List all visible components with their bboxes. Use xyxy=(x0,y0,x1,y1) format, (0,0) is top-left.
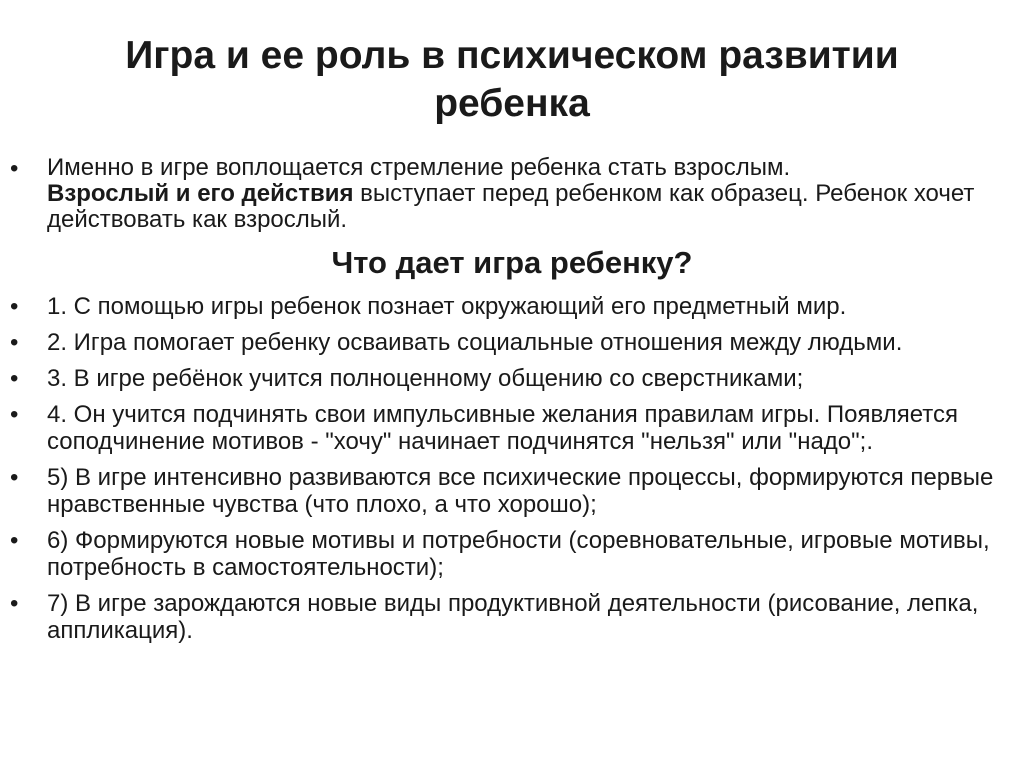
list-item xyxy=(0,464,1024,518)
point-text: 6) Формируются новые мотивы и потребности (соревновательные, игровые мотивы, потребность в самостоятельности); xyxy=(47,527,990,581)
point-text: 7) В игре зарождаются новые виды продуктивной деятельности (рисование, лепка, аппликация). xyxy=(47,590,979,644)
bullet-icon: • xyxy=(10,401,19,428)
intro-text-before: Именно в игре воплощается стремление ребенка стать взрослым. xyxy=(47,154,791,181)
intro-item xyxy=(0,155,1024,233)
slide-title-line-2: ребенка xyxy=(434,82,590,125)
intro-list xyxy=(0,155,1024,233)
intro-text-after: выступает перед ребенком как образец. Ребенок хочет действовать как взрослый. xyxy=(47,180,975,233)
bullet-icon: • xyxy=(10,155,19,182)
point-text: 3. В игре ребёнок учится полноценному общению со сверстниками; xyxy=(47,365,804,392)
points-list xyxy=(0,293,1024,653)
bullet-icon: • xyxy=(10,590,19,617)
list-item xyxy=(0,329,1024,356)
point-text: 2. Игра помогает ребенку осваивать социальные отношения между людьми. xyxy=(47,329,903,356)
intro-bold-phrase: Взрослый и его действия xyxy=(47,180,354,207)
subheading: Что дает игра ребенку? xyxy=(331,245,693,280)
list-item xyxy=(0,293,1024,320)
slide-title-line-1: Игра и ее роль в психическом развитии xyxy=(125,34,899,77)
bullet-icon: • xyxy=(10,329,19,356)
point-text: 5) В игре интенсивно развиваются все психические процессы, формируются первые нравственные чувства (что плохо, а что хорошо); xyxy=(47,464,994,518)
bullet-icon: • xyxy=(10,293,19,320)
point-text: 1. С помощью игры ребенок познает окружающий его предметный мир. xyxy=(47,293,847,320)
list-item xyxy=(0,590,1024,644)
list-item xyxy=(0,401,1024,455)
slide-title xyxy=(0,32,1024,128)
list-item xyxy=(0,527,1024,581)
point-text: 4. Он учится подчинять свои импульсивные желания правилам игры. Появляется соподчинение мотивов - "хочу" начинает подчинятся "нельзя" или "надо";. xyxy=(47,401,958,455)
list-item xyxy=(0,365,1024,392)
bullet-icon: • xyxy=(10,365,19,392)
bullet-icon: • xyxy=(10,464,19,491)
bullet-icon: • xyxy=(10,527,19,554)
